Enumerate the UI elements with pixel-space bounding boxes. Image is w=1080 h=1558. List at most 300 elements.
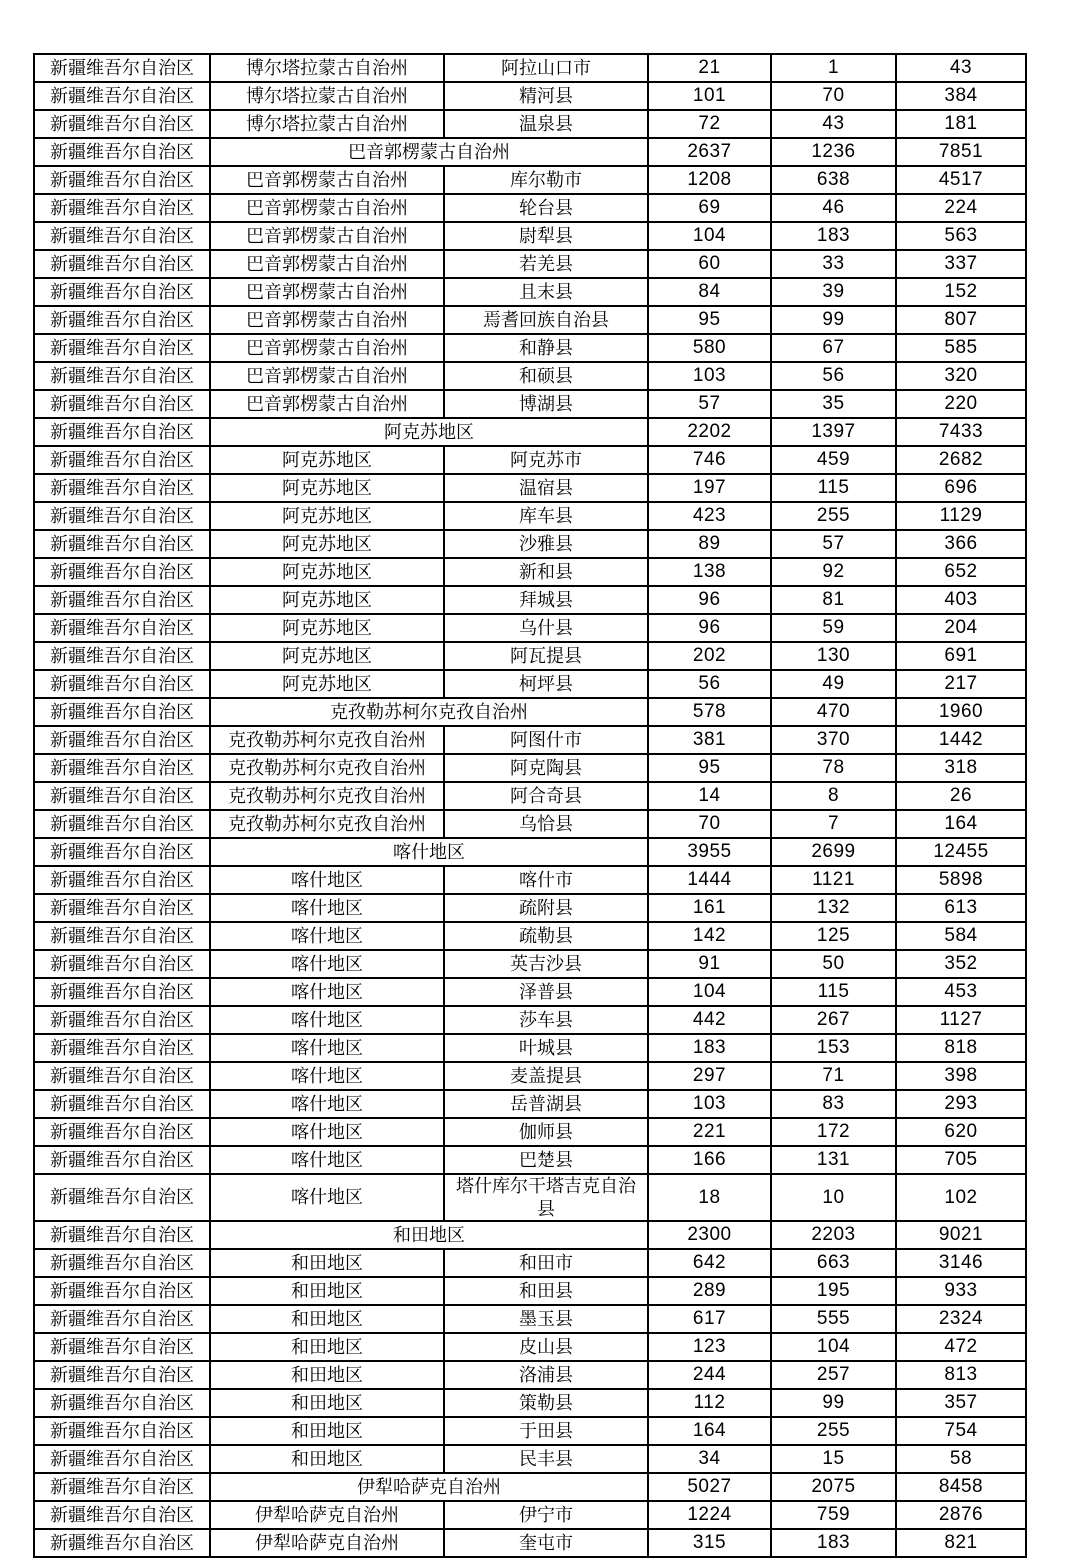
cell-prefecture-merged: 伊犁哈萨克自治州 [210,1473,648,1501]
cell-value-3: 26 [896,782,1026,810]
table-row [34,1445,1026,1473]
cell-prefecture: 克孜勒苏柯尔克孜自治州 [210,726,444,754]
cell-value-1: 1444 [648,866,771,894]
cell-county: 疏勒县 [444,922,648,950]
table-row [34,446,1026,474]
cell-value-3: 217 [896,670,1026,698]
cell-value-3: 754 [896,1417,1026,1445]
cell-value-2: 1397 [771,418,896,446]
cell-value-3: 320 [896,362,1026,390]
cell-province: 新疆维吾尔自治区 [34,334,210,362]
cell-prefecture: 喀什地区 [210,1118,444,1146]
cell-value-1: 95 [648,754,771,782]
cell-value-1: 423 [648,502,771,530]
cell-prefecture: 和田地区 [210,1361,444,1389]
cell-value-1: 57 [648,390,771,418]
cell-value-2: 125 [771,922,896,950]
cell-value-3: 7851 [896,138,1026,166]
cell-value-2: 99 [771,1389,896,1417]
cell-county: 阿拉山口市 [444,54,648,82]
cell-prefecture: 克孜勒苏柯尔克孜自治州 [210,754,444,782]
table-row [34,166,1026,194]
cell-value-2: 15 [771,1445,896,1473]
cell-province: 新疆维吾尔自治区 [34,306,210,334]
cell-value-3: 1960 [896,698,1026,726]
cell-value-1: 746 [648,446,771,474]
cell-province: 新疆维吾尔自治区 [34,194,210,222]
cell-value-2: 370 [771,726,896,754]
cell-value-1: 96 [648,614,771,642]
cell-province: 新疆维吾尔自治区 [34,1090,210,1118]
cell-province: 新疆维吾尔自治区 [34,1473,210,1501]
cell-county: 塔什库尔干塔吉克自治县 [444,1174,648,1221]
cell-province: 新疆维吾尔自治区 [34,474,210,502]
cell-value-3: 181 [896,110,1026,138]
cell-prefecture: 阿克苏地区 [210,614,444,642]
cell-province: 新疆维吾尔自治区 [34,558,210,586]
cell-province: 新疆维吾尔自治区 [34,166,210,194]
cell-province: 新疆维吾尔自治区 [34,866,210,894]
cell-province: 新疆维吾尔自治区 [34,1389,210,1417]
cell-province: 新疆维吾尔自治区 [34,754,210,782]
cell-value-1: 578 [648,698,771,726]
cell-province: 新疆维吾尔自治区 [34,894,210,922]
cell-value-1: 244 [648,1361,771,1389]
cell-value-3: 318 [896,754,1026,782]
cell-value-2: 83 [771,1090,896,1118]
cell-value-3: 563 [896,222,1026,250]
cell-county: 民丰县 [444,1445,648,1473]
table-row [34,1277,1026,1305]
cell-prefecture: 阿克苏地区 [210,502,444,530]
table-row [34,250,1026,278]
cell-province: 新疆维吾尔自治区 [34,362,210,390]
cell-value-1: 123 [648,1333,771,1361]
cell-value-1: 69 [648,194,771,222]
table-row [34,82,1026,110]
cell-county: 精河县 [444,82,648,110]
cell-value-3: 2876 [896,1501,1026,1529]
cell-province: 新疆维吾尔自治区 [34,1529,210,1557]
cell-value-2: 59 [771,614,896,642]
cell-county: 温泉县 [444,110,648,138]
cell-prefecture-merged: 克孜勒苏柯尔克孜自治州 [210,698,648,726]
cell-province: 新疆维吾尔自治区 [34,1333,210,1361]
cell-prefecture: 喀什地区 [210,894,444,922]
table-row [34,54,1026,82]
cell-prefecture: 巴音郭楞蒙古自治州 [210,166,444,194]
cell-value-1: 142 [648,922,771,950]
cell-value-1: 5027 [648,1473,771,1501]
cell-value-2: 663 [771,1249,896,1277]
cell-value-1: 95 [648,306,771,334]
cell-county: 阿克陶县 [444,754,648,782]
cell-county: 泽普县 [444,978,648,1006]
cell-county: 伽师县 [444,1118,648,1146]
cell-value-2: 470 [771,698,896,726]
cell-value-1: 60 [648,250,771,278]
cell-value-1: 183 [648,1034,771,1062]
cell-value-1: 315 [648,1529,771,1557]
table-row [34,474,1026,502]
cell-value-2: 35 [771,390,896,418]
table-row [34,866,1026,894]
cell-province: 新疆维吾尔自治区 [34,782,210,810]
cell-value-1: 21 [648,54,771,82]
cell-prefecture: 克孜勒苏柯尔克孜自治州 [210,810,444,838]
table-row [34,1501,1026,1529]
cell-value-3: 398 [896,1062,1026,1090]
cell-value-3: 403 [896,586,1026,614]
cell-value-3: 220 [896,390,1026,418]
table-row [34,1333,1026,1361]
table-row [34,502,1026,530]
statistics-table [33,53,1027,1558]
cell-value-1: 104 [648,222,771,250]
cell-value-1: 18 [648,1174,771,1221]
cell-value-1: 1224 [648,1501,771,1529]
cell-prefecture: 和田地区 [210,1445,444,1473]
cell-province: 新疆维吾尔自治区 [34,138,210,166]
cell-value-2: 115 [771,978,896,1006]
cell-county: 巴楚县 [444,1146,648,1174]
cell-value-3: 164 [896,810,1026,838]
cell-province: 新疆维吾尔自治区 [34,222,210,250]
table-row [34,1361,1026,1389]
cell-prefecture: 喀什地区 [210,1090,444,1118]
cell-value-3: 7433 [896,418,1026,446]
cell-province: 新疆维吾尔自治区 [34,1445,210,1473]
cell-value-1: 381 [648,726,771,754]
table-row [34,558,1026,586]
cell-province: 新疆维吾尔自治区 [34,726,210,754]
cell-value-2: 71 [771,1062,896,1090]
cell-value-3: 933 [896,1277,1026,1305]
cell-province: 新疆维吾尔自治区 [34,82,210,110]
cell-county: 和田县 [444,1277,648,1305]
cell-value-2: 255 [771,502,896,530]
cell-value-2: 7 [771,810,896,838]
cell-value-2: 104 [771,1333,896,1361]
cell-value-2: 2203 [771,1221,896,1249]
cell-province: 新疆维吾尔自治区 [34,1006,210,1034]
cell-prefecture: 和田地区 [210,1249,444,1277]
cell-value-3: 807 [896,306,1026,334]
table-row [34,1062,1026,1090]
cell-province: 新疆维吾尔自治区 [34,642,210,670]
cell-province: 新疆维吾尔自治区 [34,530,210,558]
cell-value-2: 132 [771,894,896,922]
cell-value-3: 366 [896,530,1026,558]
cell-value-2: 78 [771,754,896,782]
cell-county: 焉耆回族自治县 [444,306,648,334]
cell-province: 新疆维吾尔自治区 [34,978,210,1006]
cell-value-1: 2202 [648,418,771,446]
cell-value-1: 164 [648,1417,771,1445]
cell-value-1: 197 [648,474,771,502]
cell-value-2: 2699 [771,838,896,866]
cell-prefecture: 阿克苏地区 [210,530,444,558]
cell-value-2: 39 [771,278,896,306]
cell-value-3: 12455 [896,838,1026,866]
table-row [34,1174,1026,1221]
cell-county: 和田市 [444,1249,648,1277]
table-body [34,54,1026,1557]
cell-value-1: 166 [648,1146,771,1174]
cell-county: 沙雅县 [444,530,648,558]
table-row [34,1529,1026,1557]
cell-value-2: 67 [771,334,896,362]
cell-value-1: 138 [648,558,771,586]
cell-province: 新疆维吾尔自治区 [34,250,210,278]
cell-county: 奎屯市 [444,1529,648,1557]
cell-value-3: 652 [896,558,1026,586]
cell-province: 新疆维吾尔自治区 [34,1034,210,1062]
cell-value-2: 759 [771,1501,896,1529]
cell-prefecture: 博尔塔拉蒙古自治州 [210,110,444,138]
cell-value-3: 337 [896,250,1026,278]
cell-province: 新疆维吾尔自治区 [34,922,210,950]
table-row [34,222,1026,250]
cell-prefecture: 喀什地区 [210,1146,444,1174]
cell-value-2: 183 [771,1529,896,1557]
table-row [34,1249,1026,1277]
cell-value-3: 620 [896,1118,1026,1146]
cell-value-2: 1121 [771,866,896,894]
cell-prefecture: 喀什地区 [210,1034,444,1062]
table-row [34,950,1026,978]
cell-value-3: 152 [896,278,1026,306]
cell-value-2: 49 [771,670,896,698]
cell-value-3: 1129 [896,502,1026,530]
table-row [34,754,1026,782]
cell-county: 疏附县 [444,894,648,922]
cell-value-2: 92 [771,558,896,586]
table-row [34,1006,1026,1034]
cell-value-2: 70 [771,82,896,110]
cell-value-1: 14 [648,782,771,810]
cell-value-2: 99 [771,306,896,334]
cell-value-1: 161 [648,894,771,922]
cell-county: 和静县 [444,334,648,362]
cell-province: 新疆维吾尔自治区 [34,1277,210,1305]
cell-county: 且末县 [444,278,648,306]
cell-value-2: 130 [771,642,896,670]
cell-value-3: 9021 [896,1221,1026,1249]
cell-value-1: 103 [648,362,771,390]
table-row-prefecture-total [34,418,1026,446]
cell-value-3: 43 [896,54,1026,82]
cell-value-1: 289 [648,1277,771,1305]
cell-value-1: 1208 [648,166,771,194]
table-row [34,1090,1026,1118]
cell-value-3: 4517 [896,166,1026,194]
cell-province: 新疆维吾尔自治区 [34,1249,210,1277]
table-row [34,278,1026,306]
cell-value-3: 1442 [896,726,1026,754]
table-row [34,530,1026,558]
cell-county: 阿克苏市 [444,446,648,474]
cell-value-3: 204 [896,614,1026,642]
cell-value-3: 585 [896,334,1026,362]
cell-province: 新疆维吾尔自治区 [34,390,210,418]
cell-value-1: 617 [648,1305,771,1333]
table-row-prefecture-total [34,1221,1026,1249]
cell-value-3: 472 [896,1333,1026,1361]
cell-province: 新疆维吾尔自治区 [34,1501,210,1529]
cell-prefecture: 喀什地区 [210,1006,444,1034]
cell-county: 莎车县 [444,1006,648,1034]
cell-county: 博湖县 [444,390,648,418]
cell-province: 新疆维吾尔自治区 [34,838,210,866]
cell-county: 柯坪县 [444,670,648,698]
cell-province: 新疆维吾尔自治区 [34,614,210,642]
cell-value-3: 357 [896,1389,1026,1417]
cell-county: 和硕县 [444,362,648,390]
table-row [34,110,1026,138]
cell-prefecture-merged: 和田地区 [210,1221,648,1249]
cell-value-2: 56 [771,362,896,390]
cell-value-2: 195 [771,1277,896,1305]
cell-province: 新疆维吾尔自治区 [34,1305,210,1333]
table-row [34,894,1026,922]
cell-value-3: 2324 [896,1305,1026,1333]
cell-value-2: 1 [771,54,896,82]
cell-value-1: 297 [648,1062,771,1090]
cell-prefecture: 和田地区 [210,1305,444,1333]
cell-value-3: 691 [896,642,1026,670]
table-row [34,1417,1026,1445]
cell-value-1: 112 [648,1389,771,1417]
cell-county: 尉犁县 [444,222,648,250]
cell-county: 麦盖提县 [444,1062,648,1090]
cell-prefecture-merged: 喀什地区 [210,838,648,866]
cell-prefecture: 巴音郭楞蒙古自治州 [210,194,444,222]
cell-value-3: 224 [896,194,1026,222]
cell-prefecture: 喀什地区 [210,950,444,978]
cell-county: 阿合奇县 [444,782,648,810]
cell-county: 库尔勒市 [444,166,648,194]
cell-province: 新疆维吾尔自治区 [34,54,210,82]
cell-value-3: 818 [896,1034,1026,1062]
cell-value-2: 46 [771,194,896,222]
cell-prefecture: 克孜勒苏柯尔克孜自治州 [210,782,444,810]
cell-value-3: 58 [896,1445,1026,1473]
cell-value-1: 91 [648,950,771,978]
cell-county: 阿图什市 [444,726,648,754]
cell-county: 岳普湖县 [444,1090,648,1118]
cell-province: 新疆维吾尔自治区 [34,810,210,838]
cell-value-1: 442 [648,1006,771,1034]
cell-province: 新疆维吾尔自治区 [34,446,210,474]
cell-value-3: 8458 [896,1473,1026,1501]
cell-prefecture: 喀什地区 [210,922,444,950]
cell-value-3: 453 [896,978,1026,1006]
cell-prefecture: 阿克苏地区 [210,670,444,698]
cell-value-1: 96 [648,586,771,614]
cell-prefecture-merged: 阿克苏地区 [210,418,648,446]
cell-value-3: 3146 [896,1249,1026,1277]
cell-value-3: 584 [896,922,1026,950]
cell-prefecture-merged: 巴音郭楞蒙古自治州 [210,138,648,166]
cell-county: 阿瓦提县 [444,642,648,670]
cell-prefecture: 巴音郭楞蒙古自治州 [210,306,444,334]
cell-county: 于田县 [444,1417,648,1445]
cell-value-2: 638 [771,166,896,194]
cell-county: 温宿县 [444,474,648,502]
table-row-prefecture-total [34,1473,1026,1501]
cell-province: 新疆维吾尔自治区 [34,502,210,530]
cell-prefecture: 和田地区 [210,1333,444,1361]
cell-county: 库车县 [444,502,648,530]
cell-prefecture: 和田地区 [210,1277,444,1305]
cell-value-1: 72 [648,110,771,138]
cell-value-1: 221 [648,1118,771,1146]
cell-county: 拜城县 [444,586,648,614]
cell-county: 墨玉县 [444,1305,648,1333]
table-row [34,1118,1026,1146]
cell-county: 英吉沙县 [444,950,648,978]
cell-prefecture: 喀什地区 [210,1062,444,1090]
cell-province: 新疆维吾尔自治区 [34,278,210,306]
table-row [34,306,1026,334]
table-row [34,362,1026,390]
cell-province: 新疆维吾尔自治区 [34,1361,210,1389]
cell-value-1: 103 [648,1090,771,1118]
cell-prefecture: 巴音郭楞蒙古自治州 [210,390,444,418]
cell-county: 喀什市 [444,866,648,894]
cell-value-3: 2682 [896,446,1026,474]
cell-province: 新疆维吾尔自治区 [34,950,210,978]
cell-value-1: 84 [648,278,771,306]
cell-value-1: 3955 [648,838,771,866]
cell-value-1: 2637 [648,138,771,166]
table-row [34,194,1026,222]
cell-value-1: 34 [648,1445,771,1473]
cell-value-2: 8 [771,782,896,810]
cell-county: 洛浦县 [444,1361,648,1389]
table-row [34,670,1026,698]
cell-county: 乌什县 [444,614,648,642]
cell-value-2: 57 [771,530,896,558]
cell-county: 叶城县 [444,1034,648,1062]
cell-prefecture: 阿克苏地区 [210,558,444,586]
table-row [34,922,1026,950]
cell-county: 乌恰县 [444,810,648,838]
cell-value-2: 257 [771,1361,896,1389]
cell-value-3: 813 [896,1361,1026,1389]
cell-prefecture: 喀什地区 [210,1174,444,1221]
table-row-prefecture-total [34,838,1026,866]
cell-prefecture: 和田地区 [210,1389,444,1417]
cell-county: 策勒县 [444,1389,648,1417]
table-row-prefecture-total [34,138,1026,166]
cell-prefecture: 巴音郭楞蒙古自治州 [210,222,444,250]
cell-prefecture: 和田地区 [210,1417,444,1445]
cell-province: 新疆维吾尔自治区 [34,1417,210,1445]
cell-value-2: 555 [771,1305,896,1333]
table-row [34,390,1026,418]
cell-value-1: 104 [648,978,771,1006]
cell-prefecture: 伊犁哈萨克自治州 [210,1501,444,1529]
cell-value-3: 705 [896,1146,1026,1174]
cell-value-1: 2300 [648,1221,771,1249]
cell-prefecture: 阿克苏地区 [210,586,444,614]
cell-value-2: 172 [771,1118,896,1146]
table-row [34,1034,1026,1062]
cell-value-1: 101 [648,82,771,110]
cell-province: 新疆维吾尔自治区 [34,1146,210,1174]
